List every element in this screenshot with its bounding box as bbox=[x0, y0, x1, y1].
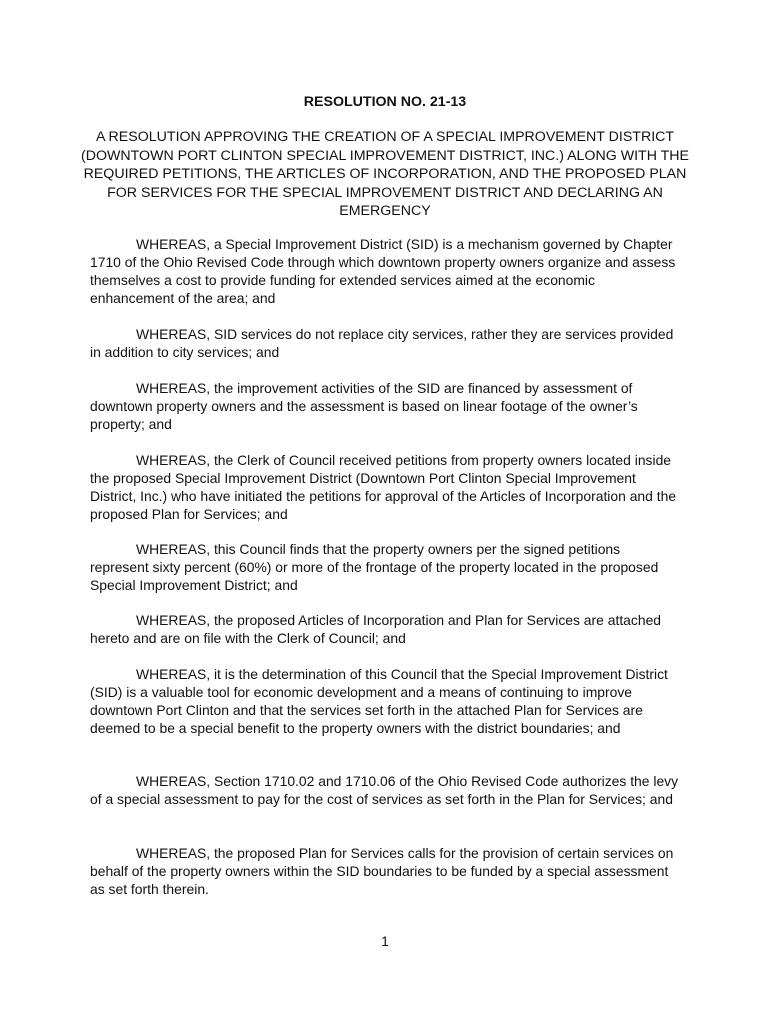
whereas-paragraph-1: WHEREAS, a Special Improvement District (SID) is a mechanism governed by Chapter 1710 of the Ohio Revised Code through which downtown property owners organize and assess themselves a cost to provide funding for extended services aimed at the economic enhancement of the area; and bbox=[90, 236, 676, 306]
whereas-paragraph-3: WHEREAS, the improvement activities of the SID are financed by assessment of downtown property owners and the assessment is based on linear footage of the owner’s property; and bbox=[90, 380, 638, 432]
whereas-paragraph-4: WHEREAS, the Clerk of Council received petitions from property owners located inside the proposed Special Improvement District (Downtown Port Clinton Special Improvement District, Inc.) who have initiated the petitions for approval of the Articles of Incorporation and the proposed Plan for Services; and bbox=[90, 452, 677, 522]
resolution-title: RESOLUTION NO. 21-13 bbox=[303, 94, 467, 110]
whereas-paragraph-2: WHEREAS, SID services do not replace city services, rather they are services provided in addition to city services; and bbox=[90, 326, 674, 360]
whereas-paragraph-6: WHEREAS, the proposed Articles of Incorporation and Plan for Services are attached hereto and are on file with the Clerk of Council; and bbox=[90, 612, 662, 646]
whereas-paragraph-5: WHEREAS, this Council finds that the property owners per the signed petitions represent sixty percent (60%) or more of the frontage of the property located in the proposed Special Improvement District; and bbox=[90, 541, 659, 593]
whereas-paragraph-9: WHEREAS, the proposed Plan for Services calls for the provision of certain services on behalf of the property owners within the SID boundaries to be funded by a special assessment as set forth therein. bbox=[90, 845, 674, 897]
whereas-paragraph-8: WHEREAS, Section 1710.02 and 1710.06 of the Ohio Revised Code authorizes the levy of a special assessment to pay for the cost of services as set forth in the Plan for Services; and bbox=[90, 773, 679, 807]
resolution-subtitle: A RESOLUTION APPROVING THE CREATION OF A SPECIAL IMPROVEMENT DISTRICT (DOWNTOWN PORT CLINTON SPECIAL IMPROVEMENT DISTRICT, INC.) ALONG WITH THE REQUIRED PETITIONS, THE ARTICLES OF INCORPORATION, AND THE PROPOSED PLAN FOR SERVICES FOR THE SPECIAL IMPROVEMENT DISTRICT AND DECLARING AN EMERGENCY bbox=[80, 129, 689, 219]
whereas-paragraph-7: WHEREAS, it is the determination of this Council that the Special Improvement District (SID) is a valuable tool for economic development and a means of continuing to improve downtown Port Clinton and that the services set forth in the attached Plan for Services are deemed to be a special benefit to the property owners with the district boundaries; and bbox=[90, 666, 668, 736]
page-number: 1 bbox=[381, 933, 389, 949]
